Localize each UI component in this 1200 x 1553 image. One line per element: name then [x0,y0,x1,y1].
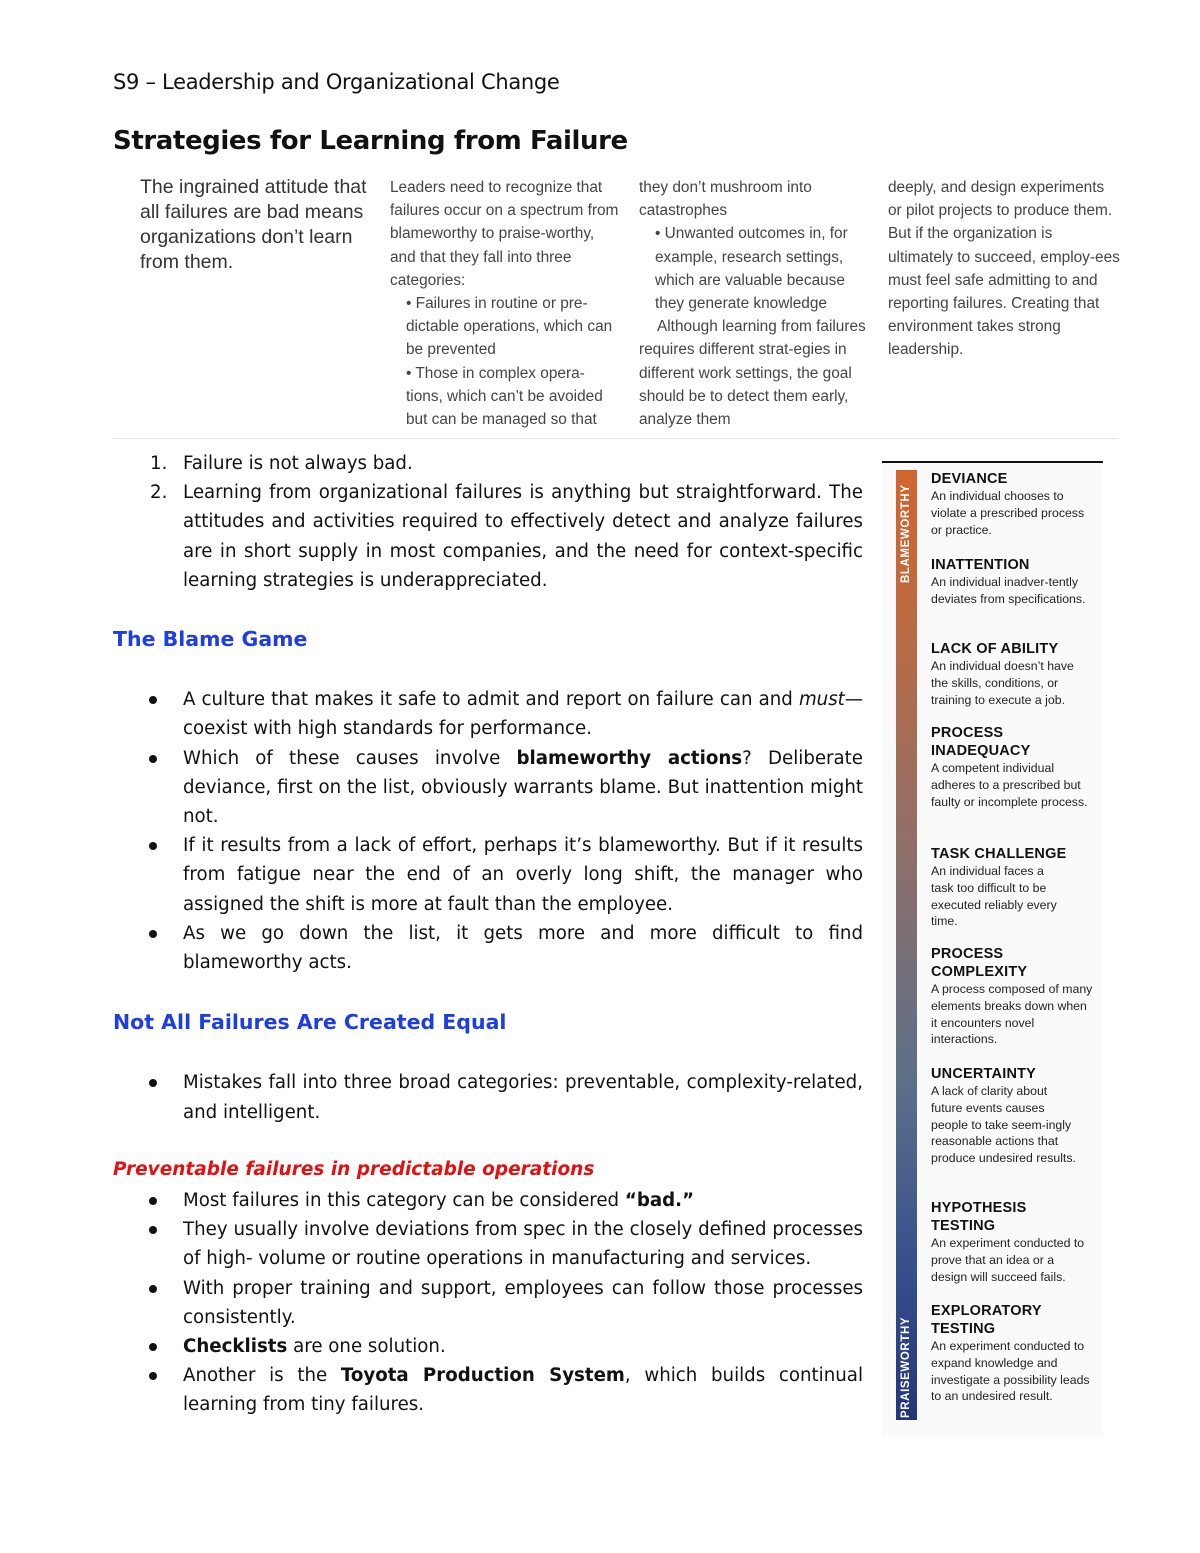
spectrum-item-desc: A competent individual adheres to a prescribed but faulty or incomplete process. [931,761,1088,809]
bullet-icon [149,696,157,704]
excerpt-bullet: • Unwanted outcomes in, for example, research settings, which are valuable because they generate knowledge [655,225,848,313]
spectrum-item-process-inadequacy [931,724,1093,810]
subheading-preventable: Preventable failures in predictable operations [113,1158,595,1180]
excerpt-column-1 [390,176,620,431]
excerpt-bullet: • Those in complex opera-tions, which can’t be avoided but can be managed so that [406,364,603,429]
spectrum-item-title: PROCESS INADEQUACY [931,725,1031,759]
excerpt-paragraph: deeply, and design experiments or pilot projects to produce them. But if the organization is ultimately to succeed, employ-ees must feel safe admitting to and reporting failures. Creating that environment takes strong leadership. [888,179,1120,359]
preventable-list [113,1186,863,1420]
bullet-icon [149,930,157,938]
excerpt-column-2 [639,176,869,431]
list-item: Which of these causes involve blameworthy actions? Deliberate deviance, first on the list, obviously warrants blame. But inattention might not. [113,744,863,832]
spectrum-item-desc: An individual faces a task too difficult to be executed reliably every time. [931,864,1057,929]
excerpt-bullet: • Failures in routine or pre-dictable operations, which can be prevented [406,295,613,359]
list-item: If it results from a lack of effort, perhaps it’s blameworthy. But if it results from fatigue near the end of an overly long shift, the manager who assigned the shift is more at fault than the employee. [113,831,863,919]
spectrum-item-exploratory-testing [931,1302,1093,1405]
spectrum-item-hypothesis-testing [931,1199,1093,1285]
excerpt-paragraph: Although learning from failures requires different strat-egies in different work settings, the goal should be to detect them early, analyze them [639,318,866,429]
list-item [113,478,863,595]
spectrum-item-task-challenge [931,845,1093,930]
spectrum-item-title: EXPLORATORY TESTING [931,1303,1042,1337]
section-heading-blame-game: The Blame Game [113,627,308,652]
bullet-icon [149,1197,157,1205]
list-item: As we go down the list, it gets more and more difficult to find blameworthy acts. [113,919,863,977]
spectrum-item-deviance [931,470,1093,538]
spectrum-label-praiseworthy: PRAISEWORTHY [900,1316,912,1418]
list-number: 1. [150,453,168,474]
course-header: S9 – Leadership and Organizational Change [113,70,560,94]
spectrum-item-desc: An individual inadver-tently deviates from specifications. [931,575,1086,606]
list-item-text: Learning from organizational failures is anything but straightforward. The attitudes and activities required to effectively detect and analyze failures are in short supply in most companies, and the need for context-specific learning strategies is underappreciated. [183,482,863,591]
list-item [113,449,863,478]
bullet-icon [149,1226,157,1234]
spectrum-item-title: INATTENTION [931,557,1030,573]
key-points-list [113,449,863,595]
spectrum-item-title: PROCESS COMPLEXITY [931,946,1028,980]
spectrum-gradient-bar [896,470,917,1420]
bullet-icon [149,1079,157,1087]
not-equal-list [113,1068,863,1126]
spectrum-item-process-complexity [931,945,1093,1048]
blame-game-list [113,685,863,977]
page-title: Strategies for Learning from Failure [113,126,628,156]
list-item: Most failures in this category can be considered “bad.” [113,1186,863,1215]
list-item: Mistakes fall into three broad categories: preventable, complexity-related, and intelligent. [113,1068,863,1126]
excerpt-paragraph: Leaders need to recognize that failures occur on a spectrum from blameworthy to praise-worthy, and that they fall into three categories: [390,179,619,289]
list-number: 2. [150,482,168,504]
spectrum-item-desc: A lack of clarity about future events causes people to take seem-ingly reasonable actions that produce undesired results. [931,1084,1076,1166]
bullet-icon [149,1285,157,1293]
main-content [113,449,863,1420]
bullet-icon [149,1343,157,1351]
spectrum-item-uncertainty [931,1065,1093,1167]
spectrum-item-desc: An individual chooses to violate a prescribed process or practice. [931,489,1085,537]
spectrum-item-desc: A process composed of many elements breaks down when it encounters novel interactions. [931,982,1093,1047]
bullet-icon [149,842,157,850]
list-item: Checklists are one solution. [113,1332,863,1361]
list-item-text: Failure is not always bad. [183,453,413,474]
excerpt-column-3 [888,176,1120,362]
divider [113,438,1118,439]
spectrum-item-title: DEVIANCE [931,471,1008,487]
spectrum-item-title: LACK OF ABILITY [931,641,1059,657]
spectrum-label-blameworthy: BLAMEWORTHY [900,484,912,583]
section-heading-not-equal: Not All Failures Are Created Equal [113,1010,507,1035]
spectrum-item-desc: An experiment conducted to prove that an idea or a design will succeed fails. [931,1236,1085,1284]
panel-top-rule [882,461,1103,463]
spectrum-item-desc: An experiment conducted to expand knowledge and investigate a possibility leads to an undesired result. [931,1339,1090,1404]
spectrum-item-lack-of-ability [931,640,1093,708]
list-item: A culture that makes it safe to admit and report on failure can and must—coexist with high standards for performance. [113,685,863,743]
spectrum-item-desc: An individual doesn’t have the skills, conditions, or training to execute a job. [931,659,1074,707]
excerpt-paragraph: they don’t mushroom into catastrophes [639,179,812,220]
bullet-icon [149,755,157,763]
spectrum-item-inattention [931,556,1093,608]
list-item: With proper training and support, employees can follow those processes consistently. [113,1274,863,1332]
list-item: Another is the Toyota Production System, which builds continual learning from tiny failures. [113,1361,863,1419]
spectrum-item-title: HYPOTHESIS TESTING [931,1200,1027,1234]
bullet-icon [149,1372,157,1380]
spectrum-item-title: UNCERTAINTY [931,1066,1037,1082]
excerpt-intro: The ingrained attitude that all failures are bad means organizations don’t learn from them. [140,176,367,273]
list-item: They usually involve deviations from spec in the closely defined processes of high- volume or routine operations in manufacturing and services. [113,1215,863,1273]
spectrum-item-title: TASK CHALLENGE [931,846,1067,862]
